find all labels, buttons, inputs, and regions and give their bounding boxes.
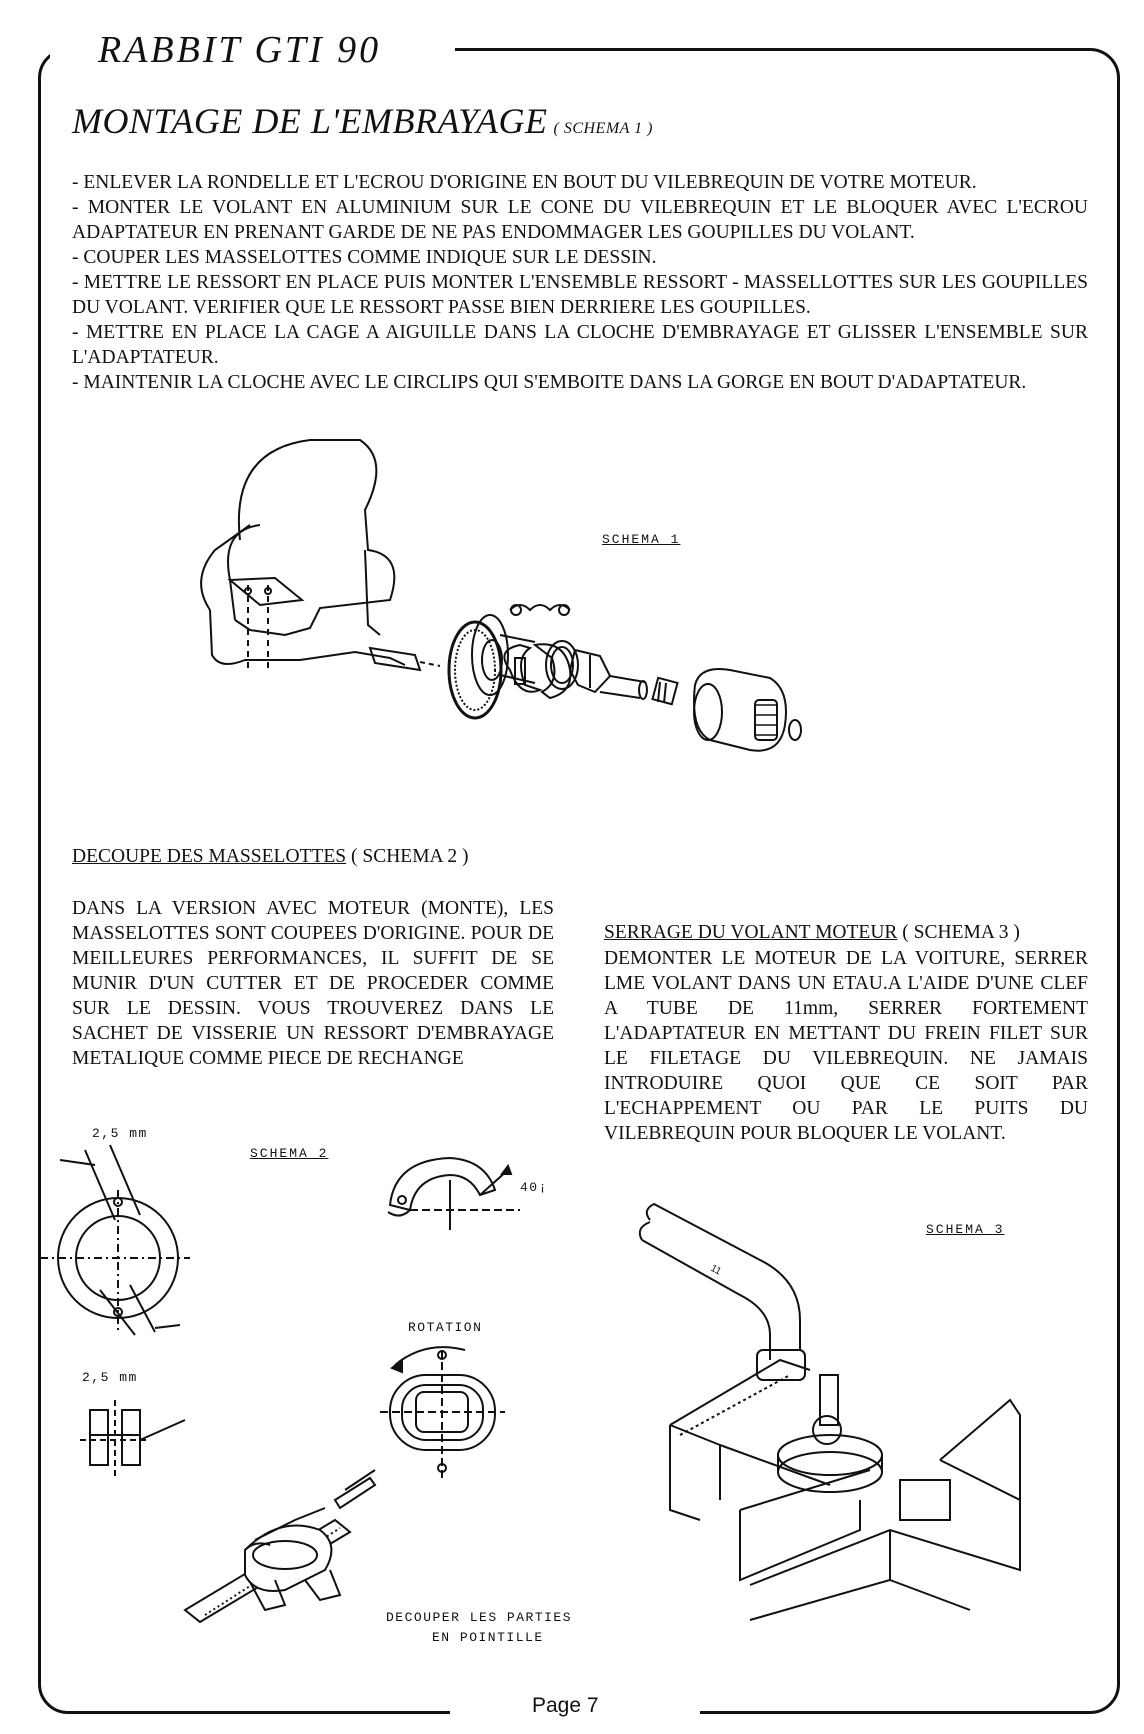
page-title xyxy=(72,100,653,142)
shoe-angle-drawing xyxy=(380,1150,540,1240)
page-number: Page 7 xyxy=(532,1694,599,1717)
serrage-text: DEMONTER LE MOTEUR DE LA VOITURE, SERRER LME VOLANT DANS UN ETAU.A L'AIDE D'UNE CLEF A TUBE DE 11mm, SERRER FORTEMENT L'ADAPTATEUR EN METTANT DU FREIN FILET SUR LE FILETAGE DU VILEBREQUIN. NE JAMAIS INTRODUIRE QUOI QUE CE SOIT PAR L'ECHAPPEMENT OU PAR LE PUITS DU VILEBREQUIN POUR BLOQUER LE VOLANT. xyxy=(604,948,1088,1144)
cutter-caption-line2: EN POINTILLE xyxy=(432,1630,544,1645)
dim-label-top: 2,5 mm xyxy=(92,1126,148,1141)
flywheel-section-drawing xyxy=(40,1140,210,1340)
brand-title: RABBIT GTI 90 xyxy=(98,29,382,71)
decoupe-heading-ref: ( SCHEMA 2 ) xyxy=(350,846,469,867)
cutter-drawing xyxy=(185,1470,375,1640)
rotation-drawing xyxy=(380,1340,510,1480)
dim-label-bottom: 2,5 mm xyxy=(82,1370,138,1385)
page-title-text: MONTAGE DE L'EMBRAYAGE xyxy=(72,101,548,141)
rotation-label: ROTATION xyxy=(408,1320,483,1335)
angle-label: 40¡ xyxy=(520,1180,548,1195)
instruction-step: - ENLEVER LA RONDELLE ET L'ECROU D'ORIGINE EN BOUT DU VILEBREQUIN DE VOTRE MOTEUR. xyxy=(72,172,977,193)
instruction-step: - MAINTENIR LA CLOCHE AVEC LE CIRCLIPS QUI S'EMBOITE DANS LA GORGE EN BOUT D'ADAPTATEUR. xyxy=(72,372,1027,393)
page-title-ref: ( SCHEMA 1 ) xyxy=(553,120,653,137)
instruction-step: - COUPER LES MASSELOTTES COMME INDIQUE SUR LE DESSIN. xyxy=(72,247,657,268)
shoe-side-drawing xyxy=(70,1400,200,1490)
instructions-list xyxy=(72,170,1088,395)
serrage-heading-text: SERRAGE DU VOLANT MOTEUR xyxy=(604,922,898,943)
serrage-heading xyxy=(604,922,1020,944)
schema2-label: SCHEMA 2 xyxy=(250,1146,329,1161)
schema3-label: SCHEMA 3 xyxy=(926,1222,1005,1237)
serrage-heading-ref: ( SCHEMA 3 ) xyxy=(902,922,1020,943)
cutter-caption-line1: DECOUPER LES PARTIES xyxy=(386,1610,573,1625)
decoupe-heading-text: DECOUPE DES MASSELOTTES xyxy=(72,846,347,867)
schema1-drawing xyxy=(190,430,910,850)
schema1-label: SCHEMA 1 xyxy=(602,532,681,547)
instruction-step: - METTRE EN PLACE LA CAGE A AIGUILLE DANS LA CLOCHE D'EMBRAYAGE ET GLISSER L'ENSEMBLE SUR L'ADAPTATEUR. xyxy=(72,322,1088,368)
wrench-engraving: 11 xyxy=(708,1262,723,1278)
decoupe-text: DANS LA VERSION AVEC MOTEUR (MONTE), LES MASSELOTTES SONT COUPEES D'ORIGINE. POUR DE MEILLEURES PERFORMANCES, IL SUFFIT DE SE MUNIR D'UN CUTTER ET DE PROCEDER COMME SUR LE DESSIN. VOUS TROUVEREZ DANS LE SACHET DE VISSERIE UN RESSORT D'EMBRAYAGE METALIQUE COMME PIECE DE RECHANGE xyxy=(72,898,554,1069)
schema3-drawing xyxy=(640,1200,1040,1620)
decoupe-heading xyxy=(72,846,469,868)
instruction-step: - MONTER LE VOLANT EN ALUMINIUM SUR LE CONE DU VILEBREQUIN ET LE BLOQUER AVEC L'ECROU ADAPTATEUR EN PRENANT GARDE DE NE PAS ENDOMMAGER LES GOUPILLES DU VOLANT. xyxy=(72,197,1088,243)
instruction-step: - METTRE LE RESSORT EN PLACE PUIS MONTER L'ENSEMBLE RESSORT - MASSELLOTTES SUR LES GOUPILLES DU VOLANT. VERIFIER QUE LE RESSORT PASSE BIEN DERRIERE LES GOUPILLES. xyxy=(72,272,1088,318)
